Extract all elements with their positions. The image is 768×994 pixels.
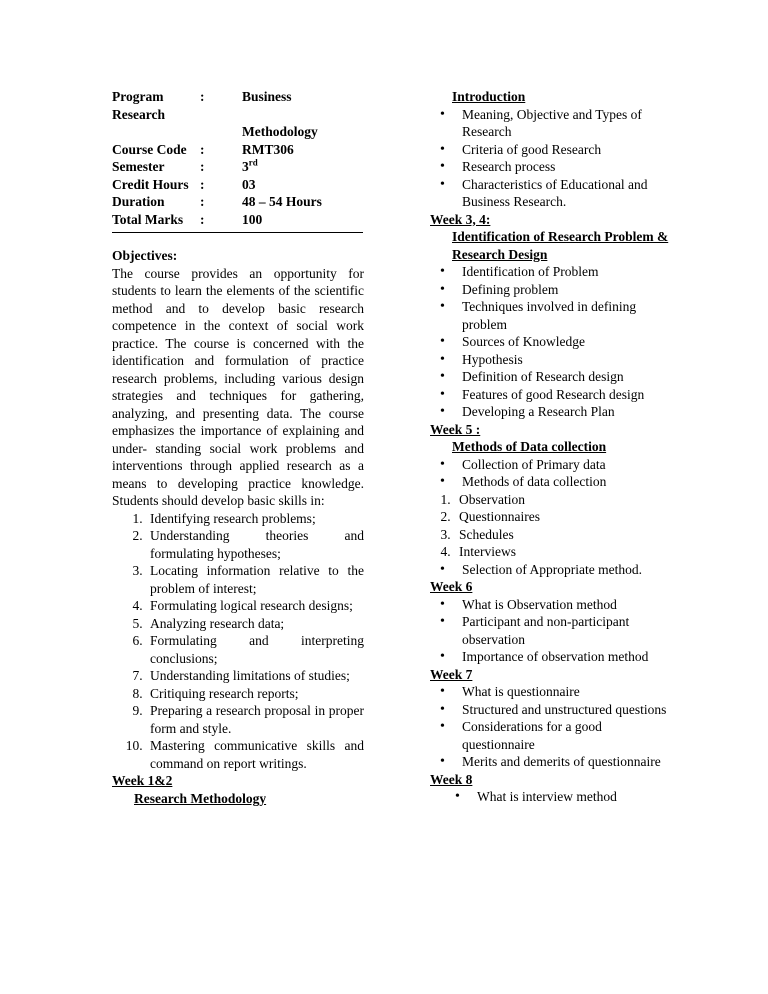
info-colon-duration: : bbox=[200, 194, 205, 209]
list-item: 1. Identifying research problems; bbox=[146, 510, 364, 528]
list-item: • What is questionnaire bbox=[462, 683, 670, 701]
list-item: • Hypothesis bbox=[462, 351, 670, 369]
list-item: • Techniques involved in defining problem bbox=[462, 298, 670, 333]
list-item: • Definition of Research design bbox=[462, 368, 670, 386]
program-wrap-word: Research bbox=[112, 106, 165, 122]
info-colon-program: : bbox=[200, 89, 205, 104]
week-heading-3-4: Week 3, 4: bbox=[430, 211, 491, 227]
info-label-total-marks: Total Marks bbox=[112, 211, 184, 227]
list-item: • Structured and unstructured questions bbox=[462, 701, 670, 719]
info-value-course-code: RMT306 bbox=[242, 141, 294, 157]
list-item: 10. Mastering communicative skills and command on report writings. bbox=[146, 737, 364, 772]
info-colon-total-marks: : bbox=[200, 211, 205, 227]
objectives-section bbox=[112, 247, 364, 510]
table-row bbox=[112, 176, 364, 194]
list-item: • Defining problem bbox=[462, 281, 670, 299]
objectives-heading: Objectives: bbox=[112, 248, 178, 263]
semester-ordinal-suffix: rd bbox=[248, 157, 258, 168]
skills-list bbox=[112, 510, 364, 773]
list-item: 2. Understanding theories and formulating hypotheses; bbox=[146, 527, 364, 562]
week-5-bullets-before bbox=[430, 456, 670, 491]
list-item: 4. Interviews bbox=[454, 543, 670, 561]
week-6-bullets bbox=[430, 596, 670, 666]
list-item: • Developing a Research Plan bbox=[462, 403, 670, 421]
info-label-duration: Duration bbox=[112, 194, 165, 209]
course-info-table-rest bbox=[112, 141, 364, 229]
week-5-bullets-after bbox=[430, 561, 670, 579]
list-item: 5. Analyzing research data; bbox=[146, 615, 364, 633]
list-item: • Methods of data collection bbox=[462, 473, 670, 491]
list-item: 4. Formulating logical research designs; bbox=[146, 597, 364, 615]
list-item: • Considerations for a good questionnaire bbox=[462, 718, 670, 753]
list-item: • Identification of Problem bbox=[462, 263, 670, 281]
list-item: 7. Understanding limitations of studies; bbox=[146, 667, 364, 685]
list-item: 2. Questionnaires bbox=[454, 508, 670, 526]
list-item: 3. Locating information relative to the problem of interest; bbox=[146, 562, 364, 597]
list-item: • Selection of Appropriate method. bbox=[462, 561, 670, 579]
info-colon-semester: : bbox=[200, 159, 205, 174]
week-title-3-4: Identification of Research Problem & Research Design bbox=[452, 229, 669, 262]
list-item: • Criteria of good Research bbox=[462, 141, 670, 159]
week-heading-7: Week 7 bbox=[430, 666, 473, 682]
week-heading-8: Week 8 bbox=[430, 771, 473, 787]
week-5-sub-numbered bbox=[430, 491, 670, 561]
week-title-5: Methods of Data collection bbox=[452, 439, 607, 454]
list-item: • Sources of Knowledge bbox=[462, 333, 670, 351]
info-label-course-code: Course Code bbox=[112, 141, 187, 157]
list-item: • Meaning, Objective and Types of Research bbox=[462, 106, 670, 141]
list-item: • Features of good Research design bbox=[462, 386, 670, 404]
list-item: • Merits and demerits of questionnaire bbox=[462, 753, 670, 771]
list-item: 9. Preparing a research proposal in proper form and style. bbox=[146, 702, 364, 737]
course-info-table bbox=[112, 88, 364, 106]
list-item: 8. Critiquing research reports; bbox=[146, 685, 364, 703]
info-value-program: Business bbox=[242, 89, 292, 104]
table-row bbox=[112, 158, 364, 176]
info-colon-credit-hours: : bbox=[200, 176, 205, 192]
table-row bbox=[112, 193, 364, 211]
list-item: • Collection of Primary data bbox=[462, 456, 670, 474]
introduction-bullets bbox=[430, 106, 670, 211]
list-item: • What is Observation method bbox=[462, 596, 670, 614]
info-label-program: Program bbox=[112, 89, 164, 104]
list-item: • What is interview method bbox=[477, 788, 670, 806]
info-value-semester bbox=[242, 158, 364, 176]
info-value-credit-hours: 03 bbox=[242, 176, 256, 192]
info-colon-course-code: : bbox=[200, 141, 205, 157]
table-row bbox=[112, 211, 364, 229]
list-item: • Importance of observation method bbox=[462, 648, 670, 666]
info-value-total-marks: 100 bbox=[242, 211, 263, 227]
right-column bbox=[430, 88, 670, 806]
table-row bbox=[112, 88, 364, 106]
week-8-bullets bbox=[430, 788, 670, 806]
objectives-body: The course provides an opportunity for students to learn the elements of the scientific method and to develop basic research competence in the context of social work practice. The course is concerned with the identification and formulation of practice research problems, including various design strategies and techniques for gathering, analyzing, and presenting data. The course emphasizes the importance of explaining and under- standing social work problems and interventions through applied research as a means to developing practice knowledge. Students should develop basic skills in: bbox=[112, 265, 364, 508]
week-heading-6: Week 6 bbox=[430, 579, 473, 594]
program-value-wrap-word: Methodology bbox=[242, 124, 318, 139]
list-item: 1. Observation bbox=[454, 491, 670, 509]
week-heading-1-2: Week 1&2 bbox=[112, 773, 173, 788]
week-heading-5: Week 5 : bbox=[430, 421, 481, 437]
introduction-title: Introduction bbox=[452, 89, 526, 104]
info-label-semester: Semester bbox=[112, 159, 165, 174]
list-item: • Research process bbox=[462, 158, 670, 176]
list-item: 6. Formulating and interpreting conclusions; bbox=[146, 632, 364, 667]
header-divider bbox=[112, 232, 363, 233]
semester-number: 3 bbox=[242, 159, 249, 174]
week-7-bullets bbox=[430, 683, 670, 771]
info-value-duration: 48 – 54 Hours bbox=[242, 194, 322, 209]
info-label-credit-hours: Credit Hours bbox=[112, 176, 189, 192]
list-item: • Characteristics of Educational and Business Research. bbox=[462, 176, 670, 211]
week-3-4-bullets bbox=[430, 263, 670, 421]
table-row bbox=[112, 141, 364, 159]
left-column bbox=[112, 88, 364, 807]
week-title-1-2: Research Methodology bbox=[134, 790, 267, 806]
list-item: 3. Schedules bbox=[454, 526, 670, 544]
list-item: • Participant and non-participant observation bbox=[462, 613, 670, 648]
